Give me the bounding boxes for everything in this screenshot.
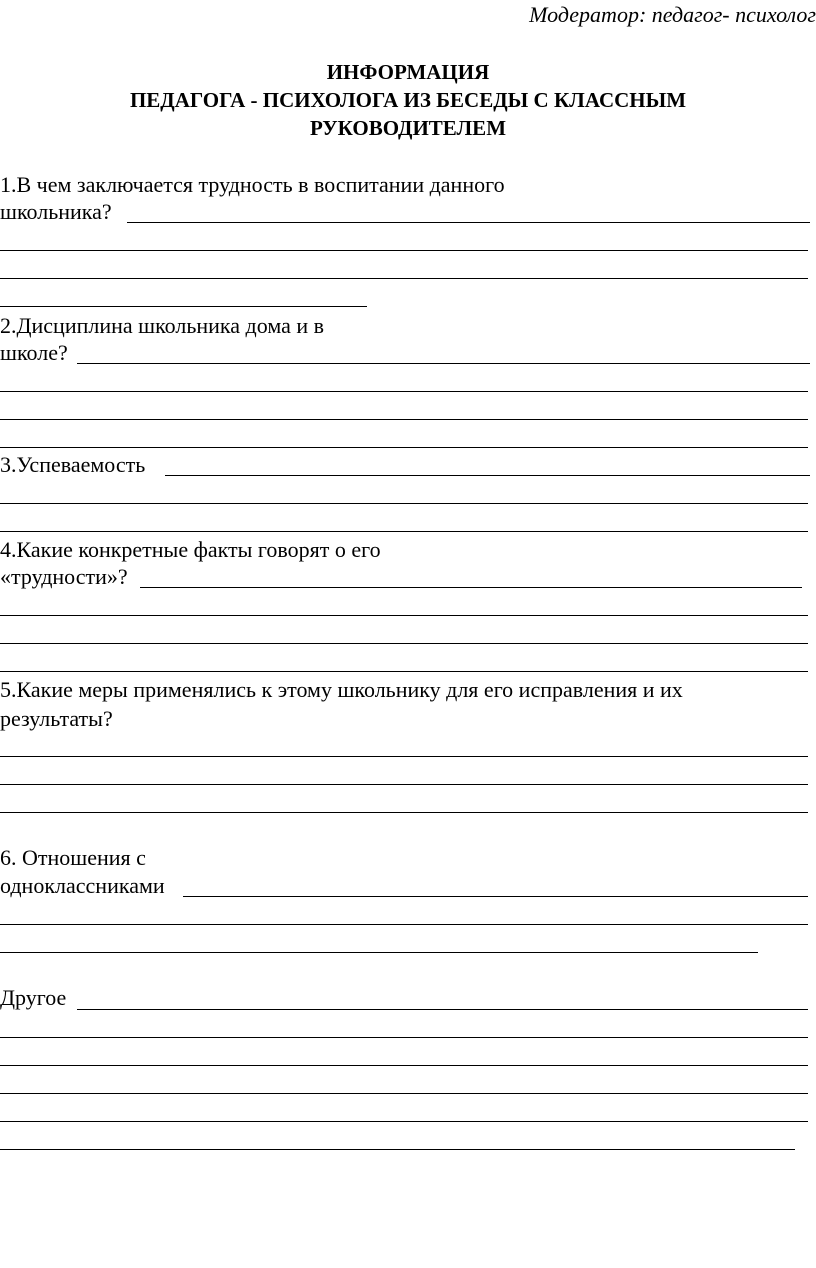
answer-line xyxy=(0,1037,808,1038)
answer-line xyxy=(0,1093,808,1094)
answer-line xyxy=(0,812,808,813)
answer-line xyxy=(165,475,810,476)
title-line-1: ИНФОРМАЦИЯ xyxy=(326,60,490,84)
question-1-label: школьника? xyxy=(0,199,112,224)
answer-line xyxy=(0,391,808,392)
answer-line xyxy=(0,643,808,644)
answer-line xyxy=(183,896,808,897)
question-2-label: школе? xyxy=(0,340,68,365)
answer-line xyxy=(0,447,808,448)
question-4-label: «трудности»? xyxy=(0,564,128,589)
question-6-text: 6. Отношения с xyxy=(0,845,146,870)
answer-line xyxy=(0,671,808,672)
answer-line xyxy=(0,503,808,504)
answer-line xyxy=(0,924,808,925)
title-line-2: ПЕДАГОГА - ПСИХОЛОГА ИЗ БЕСЕДЫ С КЛАССНЫМ xyxy=(129,88,687,112)
question-1-text: 1.В чем заключается трудность в воспитании данного xyxy=(0,172,505,197)
question-4-text: 4.Какие конкретные факты говорят о его xyxy=(0,537,381,562)
question-6-label: одноклассниками xyxy=(0,873,165,898)
answer-line xyxy=(0,531,808,532)
answer-line xyxy=(0,250,808,251)
question-2-text: 2.Дисциплина школьника дома и в xyxy=(0,313,325,338)
answer-line xyxy=(0,278,808,279)
answer-line xyxy=(0,1065,808,1066)
title-line-3: РУКОВОДИТЕЛЕМ xyxy=(309,116,507,140)
moderator-label: Модератор: педагог- психолог xyxy=(529,2,816,27)
question-3-label: 3.Успеваемость xyxy=(0,452,146,477)
answer-line xyxy=(0,756,808,757)
question-5-label: результаты? xyxy=(0,706,113,731)
answer-line xyxy=(127,222,810,223)
answer-line xyxy=(77,363,810,364)
answer-line xyxy=(0,615,808,616)
answer-line xyxy=(140,587,802,588)
answer-line xyxy=(0,952,758,953)
answer-line xyxy=(0,784,808,785)
question-5-text: 5.Какие меры применялись к этому школьнику для его исправления и их xyxy=(0,677,683,702)
answer-line xyxy=(0,306,367,307)
answer-line xyxy=(0,419,808,420)
answer-line xyxy=(0,1149,795,1150)
answer-line xyxy=(77,1009,808,1010)
other-label: Другое xyxy=(0,985,67,1010)
answer-line xyxy=(0,1121,808,1122)
